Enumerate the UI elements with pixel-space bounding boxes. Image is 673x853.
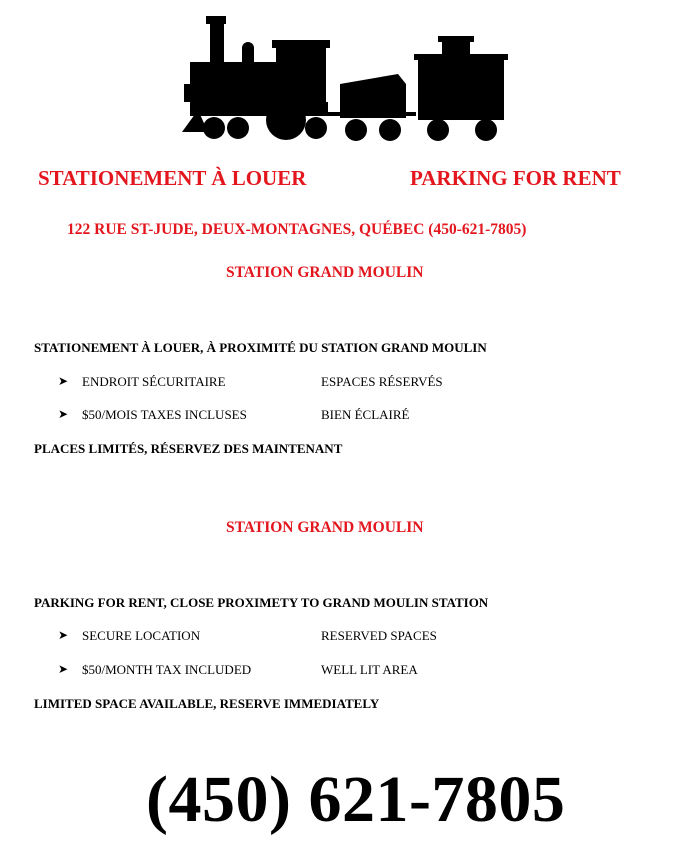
arrowhead-bullet-icon: ➤	[58, 374, 69, 388]
french-intro: STATIONEMENT À LOUER, À PROXIMITÉ DU STATION GRAND MOULIN	[34, 340, 487, 355]
station-heading-english: STATION GRAND MOULIN	[226, 519, 424, 536]
arrowhead-bullet-icon: ➤	[58, 407, 69, 421]
french-bullet-2-right: BIEN ÉCLAIRÉ	[321, 407, 410, 422]
english-intro: PARKING FOR RENT, CLOSE PROXIMETY TO GRAND MOULIN STATION	[34, 595, 489, 610]
english-bullet-2-left: $50/MONTH TAX INCLUDED	[82, 662, 252, 677]
french-bullet-1-right: ESPACES RÉSERVÉS	[321, 374, 443, 389]
english-bullet-2-right: WELL LIT AREA	[321, 662, 418, 677]
french-bullet-1-left: ENDROIT SÉCURITAIRE	[82, 374, 226, 389]
phone-number: (450) 621-7805	[146, 763, 566, 836]
train-icon	[180, 14, 512, 146]
address: 122 RUE ST-JUDE, DEUX-MONTAGNES, QUÉBEC (450-621-7805)	[67, 221, 527, 238]
english-bullet-1-left: SECURE LOCATION	[82, 628, 201, 643]
title-english: PARKING FOR RENT	[410, 166, 621, 190]
station-heading-french: STATION GRAND MOULIN	[226, 264, 424, 281]
title-french: STATIONEMENT À LOUER	[38, 166, 307, 190]
english-outro: LIMITED SPACE AVAILABLE, RESERVE IMMEDIATELY	[34, 696, 380, 711]
french-outro: PLACES LIMITÉS, RÉSERVEZ DES MAINTENANT	[34, 441, 343, 456]
french-bullet-2-left: $50/MOIS TAXES INCLUSES	[82, 407, 247, 422]
arrowhead-bullet-icon: ➤	[58, 628, 69, 642]
arrowhead-bullet-icon: ➤	[58, 662, 69, 676]
english-bullet-1-right: RESERVED SPACES	[321, 628, 437, 643]
